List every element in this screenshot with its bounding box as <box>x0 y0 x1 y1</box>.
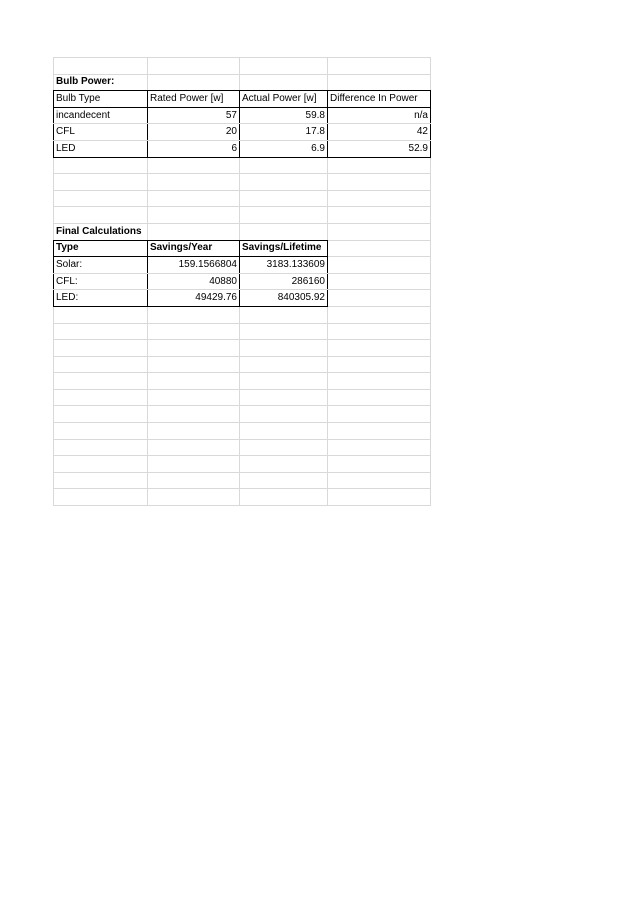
empty-row <box>54 306 431 323</box>
cell[interactable] <box>328 58 431 75</box>
cell[interactable] <box>328 456 431 473</box>
cell[interactable] <box>148 223 240 240</box>
cell[interactable] <box>328 223 431 240</box>
cell[interactable] <box>240 489 328 506</box>
header-actual-power[interactable]: Actual Power [w] <box>240 91 328 108</box>
empty-row <box>54 190 431 207</box>
table-row <box>54 107 431 124</box>
final-calculations-title-row <box>54 223 431 240</box>
cell[interactable] <box>54 306 148 323</box>
bulb-type-cell[interactable]: incandecent <box>54 107 148 124</box>
header-type[interactable]: Type <box>54 240 148 257</box>
final-calculations-header-row <box>54 240 431 257</box>
cell[interactable] <box>148 323 240 340</box>
empty-row <box>54 58 431 75</box>
cell[interactable] <box>240 356 328 373</box>
bulb-power-title-row <box>54 74 431 91</box>
cell[interactable] <box>148 373 240 390</box>
cell[interactable] <box>240 406 328 423</box>
cell[interactable] <box>54 373 148 390</box>
cell[interactable] <box>240 472 328 489</box>
table-row <box>54 140 431 157</box>
cell[interactable] <box>54 157 148 174</box>
empty-row <box>54 389 431 406</box>
type-cell[interactable]: LED: <box>54 290 148 307</box>
empty-row <box>54 356 431 373</box>
empty-row <box>54 423 431 440</box>
cell[interactable] <box>328 240 431 257</box>
cell[interactable] <box>148 439 240 456</box>
type-cell[interactable]: CFL: <box>54 273 148 290</box>
cell[interactable] <box>54 356 148 373</box>
cell[interactable] <box>240 423 328 440</box>
cell[interactable] <box>54 323 148 340</box>
header-bulb-type[interactable]: Bulb Type <box>54 91 148 108</box>
rated-power-cell[interactable]: 20 <box>148 124 240 141</box>
difference-cell[interactable]: 52.9 <box>328 140 431 157</box>
empty-row <box>54 439 431 456</box>
empty-row <box>54 323 431 340</box>
cell[interactable] <box>328 207 431 224</box>
savings-year-cell[interactable]: 40880 <box>148 273 240 290</box>
cell[interactable] <box>54 456 148 473</box>
cell[interactable] <box>328 190 431 207</box>
empty-row <box>54 406 431 423</box>
rated-power-cell[interactable]: 6 <box>148 140 240 157</box>
cell[interactable] <box>240 456 328 473</box>
cell[interactable] <box>240 306 328 323</box>
cell[interactable] <box>328 174 431 191</box>
empty-row <box>54 489 431 506</box>
cell[interactable] <box>148 340 240 357</box>
cell[interactable] <box>240 157 328 174</box>
cell[interactable] <box>54 174 148 191</box>
cell[interactable] <box>328 389 431 406</box>
cell[interactable] <box>148 58 240 75</box>
cell[interactable] <box>54 439 148 456</box>
cell[interactable] <box>148 190 240 207</box>
cell[interactable] <box>54 489 148 506</box>
empty-row <box>54 157 431 174</box>
cell[interactable] <box>54 389 148 406</box>
cell[interactable] <box>328 489 431 506</box>
header-rated-power[interactable]: Rated Power [w] <box>148 91 240 108</box>
type-cell[interactable]: Solar: <box>54 257 148 274</box>
cell[interactable] <box>148 406 240 423</box>
cell[interactable] <box>328 157 431 174</box>
actual-power-cell[interactable]: 6.9 <box>240 140 328 157</box>
header-difference-in-power[interactable]: Difference In Power <box>328 91 431 108</box>
empty-row <box>54 207 431 224</box>
empty-row <box>54 340 431 357</box>
cell[interactable] <box>328 306 431 323</box>
savings-lifetime-cell[interactable]: 840305.92 <box>240 290 328 307</box>
cell[interactable] <box>54 472 148 489</box>
savings-lifetime-cell[interactable]: 286160 <box>240 273 328 290</box>
cell[interactable] <box>328 323 431 340</box>
cell[interactable] <box>328 340 431 357</box>
empty-row <box>54 456 431 473</box>
cell[interactable] <box>240 223 328 240</box>
cell[interactable] <box>240 58 328 75</box>
cell[interactable] <box>148 423 240 440</box>
cell[interactable] <box>328 74 431 91</box>
cell[interactable] <box>54 58 148 75</box>
cell[interactable] <box>240 323 328 340</box>
empty-row <box>54 373 431 390</box>
cell[interactable] <box>328 472 431 489</box>
cell[interactable] <box>328 257 431 274</box>
cell[interactable] <box>328 356 431 373</box>
cell[interactable] <box>54 423 148 440</box>
header-savings-year[interactable]: Savings/Year <box>148 240 240 257</box>
cell[interactable] <box>148 74 240 91</box>
cell[interactable] <box>328 423 431 440</box>
cell[interactable] <box>148 456 240 473</box>
savings-year-cell[interactable]: 159.1566804 <box>148 257 240 274</box>
cell[interactable] <box>328 406 431 423</box>
bulb-type-cell[interactable]: LED <box>54 140 148 157</box>
cell[interactable] <box>240 190 328 207</box>
cell[interactable] <box>54 190 148 207</box>
cell[interactable] <box>148 389 240 406</box>
cell[interactable] <box>328 290 431 307</box>
final-calculations-title[interactable]: Final Calculations <box>54 223 148 240</box>
cell[interactable] <box>54 207 148 224</box>
bulb-power-title[interactable]: Bulb Power: <box>54 74 148 91</box>
cell[interactable] <box>148 157 240 174</box>
cell[interactable] <box>328 373 431 390</box>
cell[interactable] <box>240 174 328 191</box>
header-savings-lifetime[interactable]: Savings/Lifetime <box>240 240 328 257</box>
cell[interactable] <box>54 340 148 357</box>
table-row <box>54 257 431 274</box>
cell[interactable] <box>148 207 240 224</box>
cell[interactable] <box>240 373 328 390</box>
cell[interactable] <box>240 340 328 357</box>
cell[interactable] <box>328 273 431 290</box>
actual-power-cell[interactable]: 59.8 <box>240 107 328 124</box>
cell[interactable] <box>148 356 240 373</box>
cell[interactable] <box>148 174 240 191</box>
rated-power-cell[interactable]: 57 <box>148 107 240 124</box>
cell[interactable] <box>148 489 240 506</box>
cell[interactable] <box>328 439 431 456</box>
cell[interactable] <box>54 406 148 423</box>
cell[interactable] <box>148 306 240 323</box>
empty-row <box>54 174 431 191</box>
empty-row <box>54 472 431 489</box>
cell[interactable] <box>240 389 328 406</box>
actual-power-cell[interactable]: 17.8 <box>240 124 328 141</box>
difference-cell[interactable]: n/a <box>328 107 431 124</box>
table-row <box>54 273 431 290</box>
bulb-power-header-row <box>54 91 431 108</box>
cell[interactable] <box>240 439 328 456</box>
savings-year-cell[interactable]: 49429.76 <box>148 290 240 307</box>
table-row <box>54 290 431 307</box>
cell[interactable] <box>240 74 328 91</box>
cell[interactable] <box>148 472 240 489</box>
cell[interactable] <box>240 207 328 224</box>
table-row <box>54 124 431 141</box>
spreadsheet-grid <box>53 57 431 506</box>
difference-cell[interactable]: 42 <box>328 124 431 141</box>
bulb-type-cell[interactable]: CFL <box>54 124 148 141</box>
savings-lifetime-cell[interactable]: 3183.133609 <box>240 257 328 274</box>
